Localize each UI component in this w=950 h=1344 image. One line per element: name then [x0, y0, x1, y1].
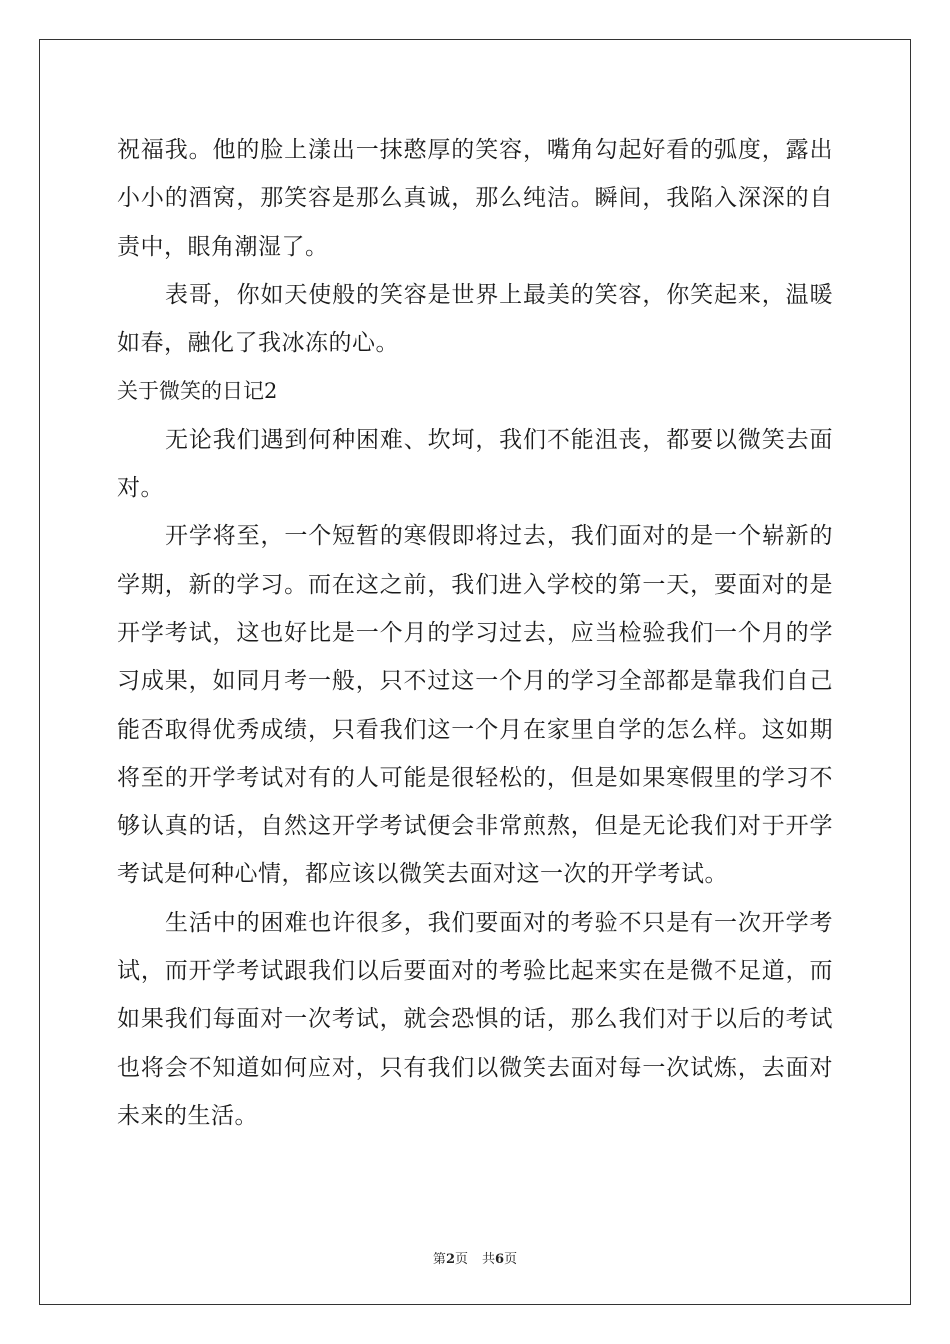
text-line: 未来的生活。 [117, 1102, 258, 1129]
text-line: 能否取得优秀成绩，只看我们这一个月在家里自学的怎么样。这如期 [117, 716, 833, 743]
text-line: 表哥，你如天使般的笑容是世界上最美的笑容，你笑起来，温暖 [165, 281, 833, 308]
text-line: 将至的开学考试对有的人可能是很轻松的，但是如果寒假里的学习不 [117, 764, 833, 791]
text-line: 责中，眼角潮湿了。 [117, 233, 329, 260]
section-heading: 关于微笑的日记2 [117, 379, 278, 404]
page-total: 6 [495, 1252, 505, 1267]
text-line: 开学将至，一个短暂的寒假即将过去，我们面对的是一个崭新的 [165, 523, 833, 550]
text-line: 试，而开学考试跟我们以后要面对的考验比起来实在是微不足道，而 [117, 958, 833, 985]
text-line: 生活中的困难也许很多，我们要面对的考验不只是有一次开学考 [165, 909, 833, 936]
page-number-prefix: 第 [432, 1252, 446, 1267]
text-line: 如春，融化了我冰冻的心。 [117, 330, 399, 357]
text-line: 如果我们每面对一次考试，就会恐惧的话，那么我们对于以后的考试 [117, 1006, 833, 1033]
text-line: 对。 [117, 475, 164, 502]
page-number-suffix: 页 [454, 1252, 468, 1267]
text-line: 祝福我。他的脸上漾出一抹憨厚的笑容，嘴角勾起好看的弧度，露出 [117, 137, 833, 163]
page-total-suffix: 页 [504, 1252, 518, 1267]
text-line: 习成果，如同月考一般，只不过这一个月的学习全部都是靠我们自己 [117, 668, 833, 695]
text-line: 小小的酒窝，那笑容是那么真诚，那么纯洁。瞬间，我陷入深深的自 [117, 185, 833, 212]
page-number-current: 2 [445, 1252, 455, 1267]
text-line: 开学考试，这也好比是一个月的学习过去，应当检验我们一个月的学 [117, 619, 833, 646]
text-line: 够认真的话，自然这开学考试便会非常煎熬，但是无论我们对于开学 [117, 813, 833, 840]
page-footer [0, 1248, 950, 1267]
text-line: 考试是何种心情，都应该以微笑去面对这一次的开学考试。 [117, 861, 728, 888]
text-line: 学期，新的学习。而在这之前，我们进入学校的第一天，要面对的是 [117, 571, 833, 598]
page-total-prefix: 共 [482, 1252, 496, 1267]
document-body [117, 126, 833, 1140]
text-line: 也将会不知道如何应对，只有我们以微笑去面对每一次试炼，去面对 [117, 1054, 833, 1081]
text-line: 无论我们遇到何种困难、坎坷，我们不能沮丧，都要以微笑去面 [165, 426, 833, 453]
